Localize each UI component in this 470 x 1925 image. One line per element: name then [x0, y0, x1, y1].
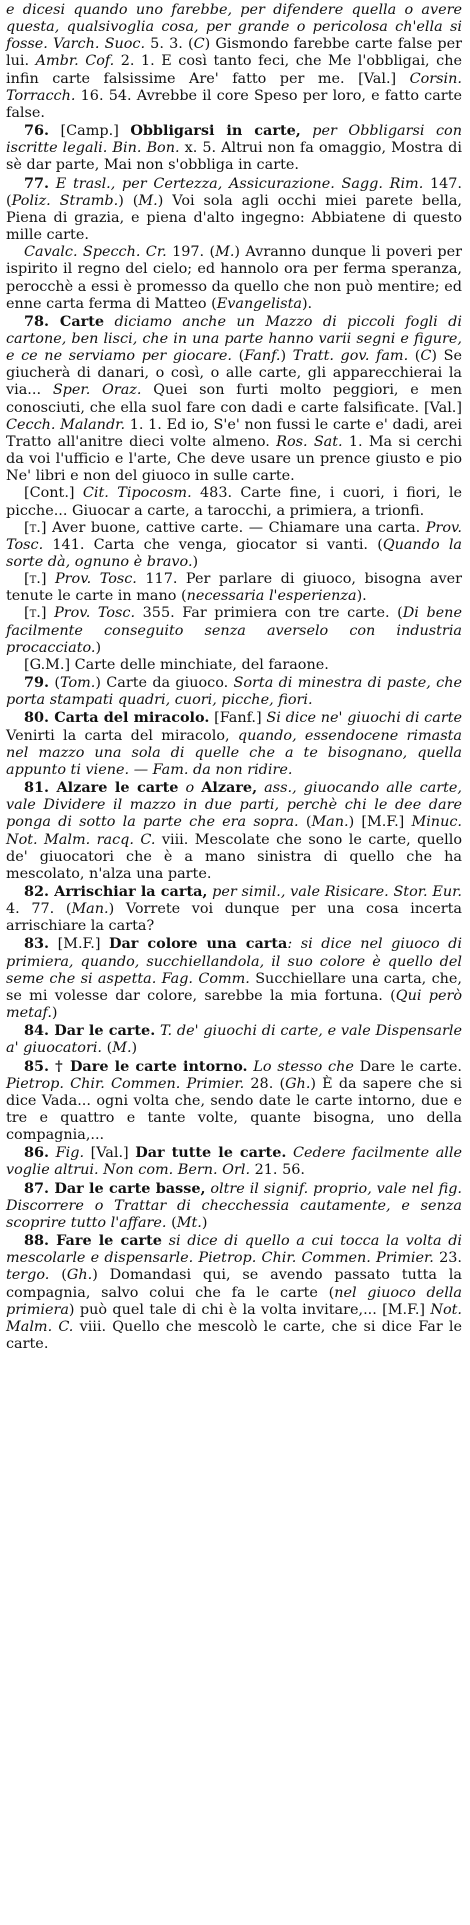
entry-paragraph-12: 80. Carta del miracolo. [Fanf.] Si dice ne' giuochi di carte Venirti la carta del miracolo, quando, essendocene rimasta nel mazzo una sola di quelle che a te bisognano, quella appunto ti viene. — Fam. da non ridire. — [6, 709, 462, 778]
entry-paragraph-15: 83. [M.F.] Dar colore una carta: si dice nel giuoco di primiera, quando, succhiellandola, il suo colore è quello del seme che si aspetta. Fag. Comm. Succhiellare una carta, che, se mi volesse dar colore, sarebbe la mia fortuna. (Qui però metaf.) — [6, 935, 463, 1022]
entry-paragraph-16: 84. Dar le carte. T. de' giuochi di carte, e vale Dispensarle a' giuocatori. (M.) — [6, 1022, 463, 1057]
entry-paragraph-4: Cavalc. Specch. Cr. 197. (M.) Avranno dunque li poveri per ispirito il regno del cielo; ed hannolo ora per ferma speranza, perocchè a essi è promesso da quello che non può mentire; ed enne carta ferma di Matteo (Evangelista). — [6, 244, 462, 312]
entry-paragraph-14: 82. Arrischiar la carta, per simil., vale Risicare. Stor. Eur. 4. 77. (Man.) Vorrete voi dunque per una cosa incerta arrischiare la carta? — [6, 882, 462, 935]
entry-paragraph-13: 81. Alzare le carte o Alzare, ass., giuocando alle carte, vale Dividere il mazzo in due parti, perchè chi le dee dare ponga di sotto la parte che era sopra. (Man.) [M.F.] Minuc. Not. Malm. racq. C. viii. Mescolate che sono le carte, quello de' giuocatori che è a mano sinistra di quello che ha mescolato, n'alza una parte. — [6, 779, 462, 882]
entry-paragraph-20: 88. Fare le carte si dice di quello a cui tocca la volta di mescolarle e dispensarle. Pietrop. Chir. Commen. Primier. 23. tergo. (Gh.) Domandasi qui, se avendo passato tutta la compagnia, salvo colui che fa le carte (nel giuoco della primiera) può quel tale di chi è la volta invitare,... [M.F.] Not. Malm. C. viii. Quello che mescolò le carte, che si dice Far le carte. — [6, 1232, 463, 1353]
entry-paragraph-7: [t.] Aver buone, cattive carte. — Chiamare una carta. Prov. Tosc. 141. Carta che venga, giocator si vanti. (Quando la sorte dà, ognuno è bravo.) — [6, 519, 463, 570]
entry-paragraph-5: 78. Carte diciamo anche un Mazzo di piccoli fogli di cartone, ben lisci, che in una parte hanno varii segni e figure, e ce ne serviamo per giocare. (Fanf.) Tratt. gov. fam. (C) Se giucherà di danari, o così, o alle carte, gli apparecchierai la via... Sper. Oraz. Quei son furti molto peggiori, e men conosciuti, che ella suol fare con dadi e carte falsificate. [Val.] Cecch. Malandr. 1. 1. Ed io, S'e' non fussi le carte e' dadi, arei Tratto all'anitre dieci volte almeno. Ros. Sat. 1. Ma si cerchi da voi l'ufficio e l'arte, Che deve usare un prence giusto e pio Ne' libri e non del giuoco in sulle carte. — [6, 312, 462, 485]
entry-paragraph-3: 77. E trasl., per Certezza, Assicurazione. Sagg. Rim. 147. (Poliz. Stramb.) (M.) Voi sola agli occhi miei parete bella, Piena di grazia, e piena d'alto ingegno: Abbiatene di questo mille carte. — [6, 174, 463, 244]
entry-paragraph-1: e dicesi quando uno farebbe, per difendere quella o avere questa, qualsivoglia cosa, per grande o pericolosa ch'ella si fosse. Varch. Suoc. 5. 3. (C) Gismondo farebbe carte false per lui. Ambr. Cof. 2. 1. E così tanto feci, che Me l'obbligai, che infin carte falsissime Are' fatto per me. [Val.] Corsin. Torracch. 16. 54. Avrebbe il core Speso per loro, e fatto carte false. — [6, 2, 462, 121]
entry-paragraph-17: 85. † Dare le carte intorno. Lo stesso che Dare le carte. Pietrop. Chir. Commen. Primier. 28. (Gh.) È da sapere che si dice Vada... ogni volta che, sendo date le carte intorno, due e tre e quattro e tante volte, quante bisogna, uno della compagnia,... — [6, 1057, 462, 1144]
entry-paragraph-2: 76. [Camp.] Obbligarsi in carte, per Obbligarsi con iscritte legali. Bin. Bon. x. 5. Altrui non fa omaggio, Mostra di sè dar parte, Mai non s'obbliga in carte. — [6, 122, 462, 174]
entry-paragraph-8: [t.] Prov. Tosc. 117. Per parlare di giuoco, bisogna aver tenute le carte in mano (necessaria l'esperienza). — [6, 571, 462, 605]
entry-paragraph-18: 86. Fig. [Val.] Dar tutte le carte. Cedere facilmente alle voglie altrui. Non com. Bern. Orl. 21. 56. — [6, 1144, 462, 1179]
entry-paragraph-19: 87. Dar le carte basse, oltre il signif. proprio, vale nel fig. Discorrere o Trattar di checchessia cautamente, e senza scoprire tutto l'affare. (Mt.) — [6, 1179, 462, 1231]
entry-paragraph-10: [G.M.] Carte delle minchiate, del faraone. — [24, 656, 329, 673]
entry-paragraph-9: [t.] Prov. Tosc. 355. Far primiera con tre carte. (Di bene facilmente conseguito senza averselo con industria procacciato.) — [6, 605, 462, 656]
entry-paragraph-6: [Cont.] Cit. Tipocosm. 483. Carte fine, i cuori, i fiori, le picche... Giuocar a carte, a tarocchi, a primiera, a trionfi. — [6, 485, 463, 519]
entry-paragraph-11: 79. (Tom.) Carte da giuoco. Sorta di minestra di paste, che porta stampati quadri, cuori, picche, fiori. — [6, 674, 462, 709]
